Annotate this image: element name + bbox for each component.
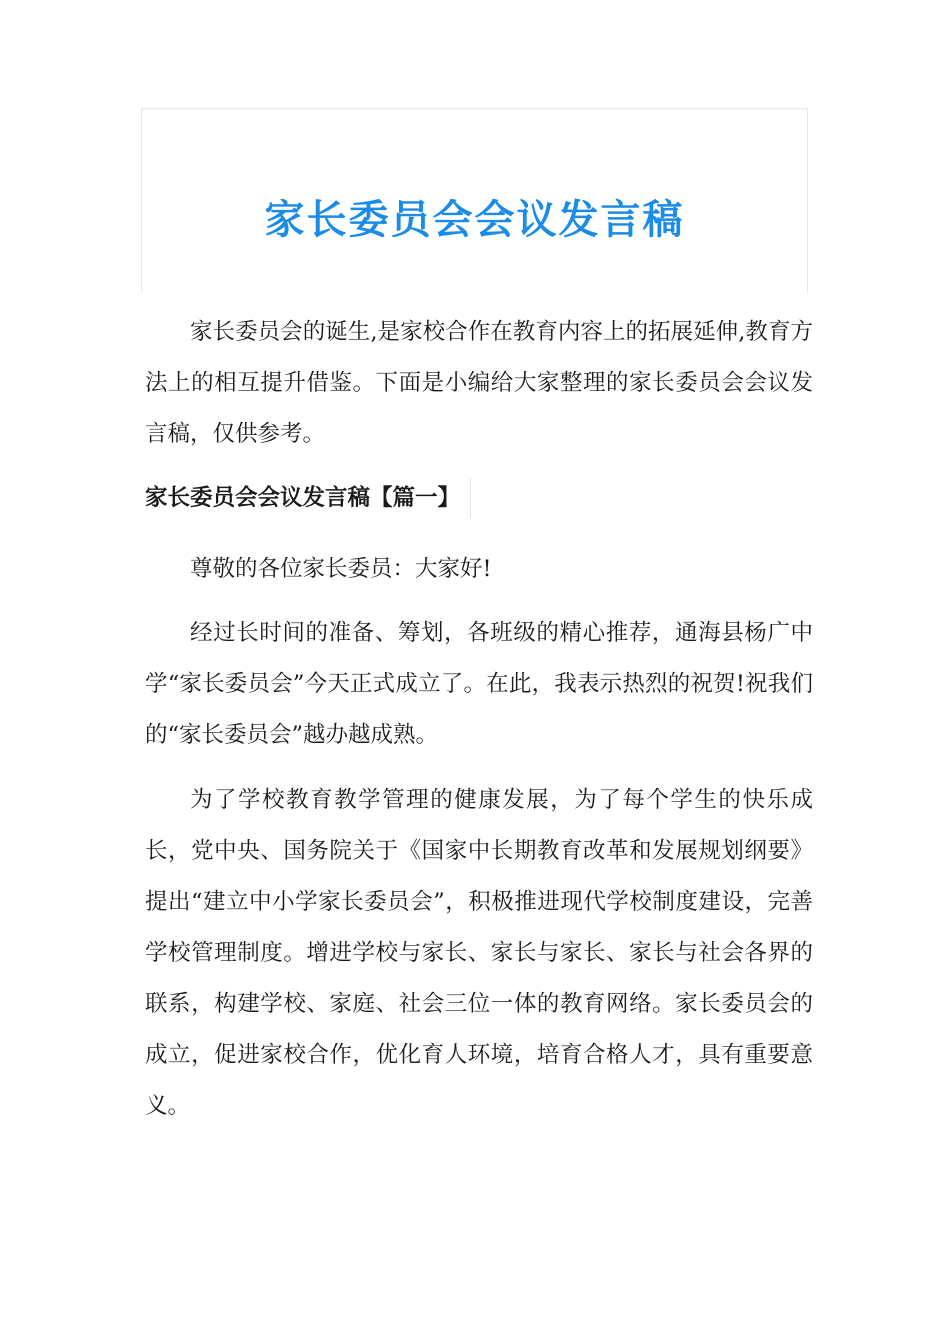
- title-box: [141, 108, 808, 292]
- document-title: 家长委员会会议发言稿: [264, 196, 685, 243]
- intro-paragraph: 家长委员会的诞生,是家校合作在教育内容上的拓展延伸,教育方法上的相互提升借鉴。下面是小编给大家整理的家长委员会会议发言稿，仅供参考。: [145, 319, 813, 447]
- body-paragraph-1: 经过长时间的准备、筹划，各班级的精心推荐，通海县杨广中学“家长委员会”今天正式成立了。在此，我表示热烈的祝贺!祝我们的“家长委员会”越办越成熟。: [145, 620, 813, 748]
- body-paragraph-2: 为了学校教育教学管理的健康发展，为了每个学生的快乐成长，党中央、国务院关于《国家中长期教育改革和发展规划纲要》提出“建立中小学家长委员会”，积极推进现代学校制度建设，完善学校管理制度。增进学校与家长、家长与家长、家长与社会各界的联系，构建学校、家庭、社会三位一体的教育网络。家长委员会的成立，促进家校合作，优化育人环境，培育合格人才，具有重要意义。: [145, 787, 813, 1119]
- greeting-paragraph: 尊敬的各位家长委员：大家好!: [190, 556, 492, 582]
- section-heading: 家长委员会会议发言稿【篇一】: [145, 478, 471, 518]
